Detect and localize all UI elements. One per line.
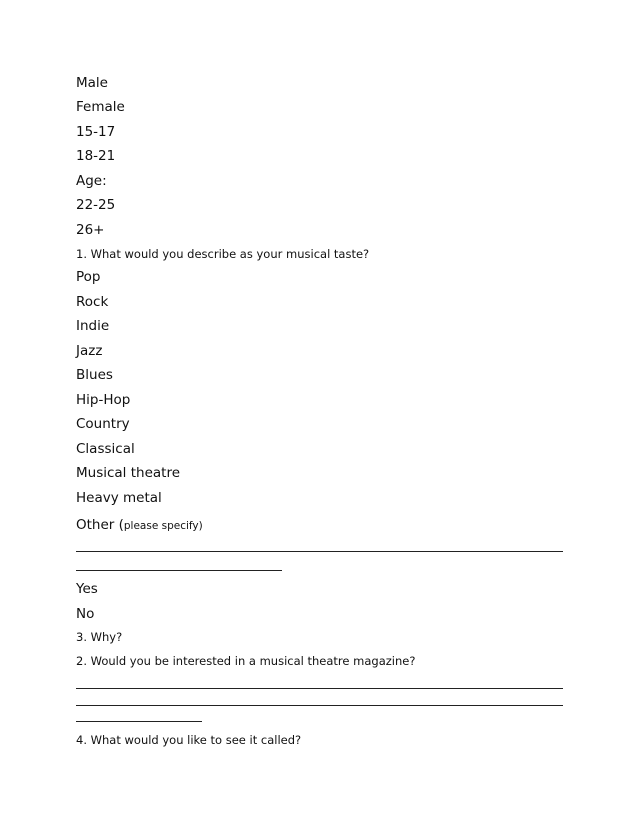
option-age-26-plus: 26+: [76, 222, 105, 238]
option-musical-theatre: Musical theatre: [76, 465, 181, 481]
answer-line[interactable]: [76, 551, 563, 552]
option-rock: Rock: [76, 294, 109, 310]
question-4: 4. What would you like to see it called?: [76, 733, 302, 747]
option-no: No: [76, 606, 95, 622]
other-hint: please specify): [123, 520, 203, 532]
option-blues: Blues: [76, 367, 113, 383]
option-age-15-17: 15-17: [76, 124, 116, 140]
option-pop: Pop: [76, 269, 101, 285]
option-age-22-25: 22-25: [76, 197, 116, 213]
answer-line[interactable]: [76, 705, 563, 706]
age-label: Age:: [76, 173, 107, 189]
answer-line[interactable]: [76, 721, 202, 722]
option-other: [76, 516, 203, 533]
option-country: Country: [76, 416, 130, 432]
answer-line[interactable]: [76, 688, 563, 689]
option-indie: Indie: [76, 318, 110, 334]
option-heavy-metal: Heavy metal: [76, 490, 162, 506]
answer-line[interactable]: [76, 570, 282, 571]
option-classical: Classical: [76, 441, 135, 457]
option-female: Female: [76, 99, 125, 115]
question-3: 3. Why?: [76, 630, 123, 644]
other-label: Other (: [76, 517, 124, 533]
option-jazz: Jazz: [76, 343, 103, 359]
option-male: Male: [76, 75, 108, 91]
option-yes: Yes: [76, 581, 98, 597]
question-2: 2. Would you be interested in a musical theatre magazine?: [76, 654, 416, 668]
question-1: 1. What would you describe as your musical taste?: [76, 247, 370, 261]
option-age-18-21: 18-21: [76, 148, 116, 164]
option-hip-hop: Hip-Hop: [76, 392, 131, 408]
